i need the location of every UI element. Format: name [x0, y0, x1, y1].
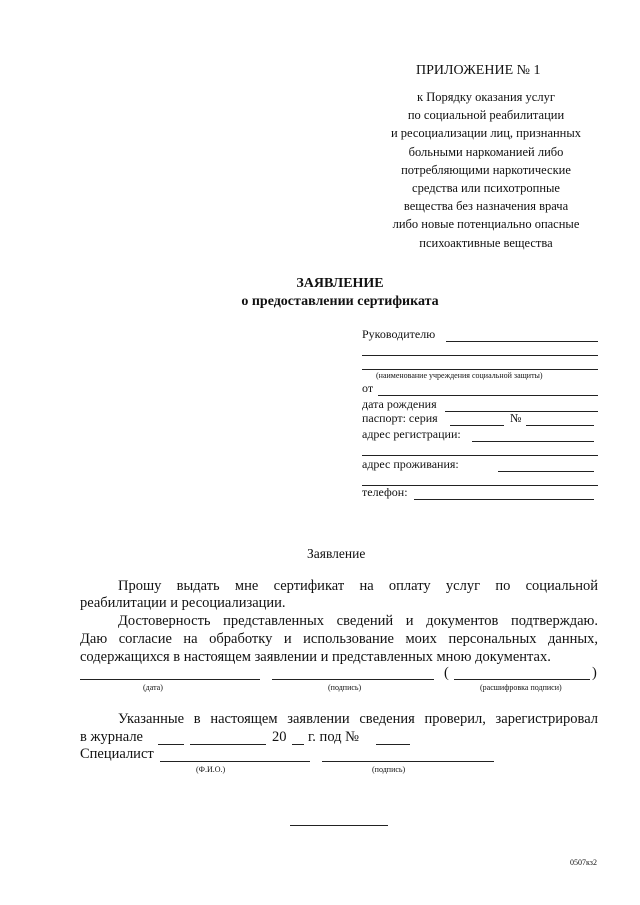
statement-p2-line1: Достоверность представленных сведений и документов подтверждаю. — [118, 613, 598, 629]
year-prefix: 20 — [272, 729, 287, 745]
statement-p2-line3: содержащихся в настоящем заявлении и представленных мною документах. — [80, 649, 551, 665]
passport-label: паспорт: серия — [362, 411, 438, 425]
appendix-line: либо новые потенциально опасные — [392, 217, 580, 232]
document-title: ЗАЯВЛЕНИЕ — [296, 276, 384, 291]
from-label: от — [362, 381, 374, 395]
specialist-signature-field[interactable] — [322, 761, 494, 762]
specialist-sign-caption: (подпись) — [372, 765, 406, 774]
journal-month-field[interactable] — [190, 744, 266, 745]
date-field[interactable] — [80, 679, 260, 680]
journal-label: в журнале — [80, 729, 143, 745]
specialist-fio-field[interactable] — [160, 761, 310, 762]
journal-number-field[interactable] — [376, 744, 410, 745]
birth-field[interactable] — [445, 411, 598, 412]
live-address-field[interactable] — [498, 471, 594, 472]
specialist-label: Специалист — [80, 746, 154, 762]
appendix-line: и ресоциализации лиц, признанных — [390, 126, 582, 141]
passport-number-sign: № — [510, 411, 522, 425]
verification-line1: Указанные в настоящем заявлении сведения проверил, зарегистрировал — [118, 711, 598, 727]
fio-caption: (Ф.И.О.) — [196, 765, 226, 774]
decode-caption: (расшифровка подписи) — [480, 683, 562, 692]
signature-decode-field[interactable] — [454, 679, 590, 680]
reg-address-field[interactable] — [472, 441, 594, 442]
institution-field[interactable] — [446, 341, 598, 342]
signature-caption: (подпись) — [328, 683, 362, 692]
phone-field[interactable] — [414, 499, 594, 500]
from-field[interactable] — [378, 395, 598, 396]
statement-heading: Заявление — [307, 546, 366, 561]
appendix-line: к Порядку оказания услуг — [417, 90, 555, 104]
birth-label: дата рождения — [362, 397, 437, 411]
to-label: Руководителю — [362, 327, 436, 341]
live-address-label: адрес проживания: — [362, 457, 459, 471]
reg-address-label: адрес регистрации: — [362, 427, 461, 441]
reg-address-field-line2[interactable] — [362, 455, 598, 456]
appendix-text — [360, 88, 612, 252]
open-paren: ( — [444, 665, 449, 681]
document-subtitle: о предоставлении сертификата — [241, 294, 439, 309]
appendix-line: по социальной реабилитации — [407, 108, 565, 123]
bottom-separator — [290, 825, 388, 826]
statement-p1-line2: реабилитации и ресоциализации. — [80, 595, 286, 611]
year-suffix: г. под № — [308, 729, 359, 745]
appendix-line: потребляющими наркотические — [401, 162, 571, 177]
appendix-line: вещества без назначения врача — [403, 199, 569, 214]
appendix-line: средства или психотропные — [412, 181, 560, 196]
journal-year-field[interactable] — [292, 744, 304, 745]
journal-day-field[interactable] — [158, 744, 184, 745]
institution-caption: (наименование учреждения социальной защиты) — [376, 371, 543, 380]
date-caption: (дата) — [143, 683, 163, 692]
phone-label: телефон: — [362, 485, 408, 499]
appendix-line: больными наркоманией либо — [408, 144, 564, 159]
appendix-heading: ПРИЛОЖЕНИЕ № 1 — [416, 63, 541, 78]
passport-number-field[interactable] — [526, 425, 594, 426]
close-paren: ) — [592, 665, 597, 681]
passport-series-field[interactable] — [450, 425, 504, 426]
institution-field-line2[interactable] — [362, 355, 598, 356]
institution-field-line3[interactable] — [362, 369, 598, 370]
appendix-line: психоактивные вещества — [419, 235, 553, 250]
statement-p1-line1: Прошу выдать мне сертификат на оплату услуг по социальной — [118, 578, 598, 594]
footer-code: 0507кз2 — [570, 858, 597, 867]
signature-field[interactable] — [272, 679, 434, 680]
statement-p2-line2: Даю согласие на обработку и использование моих персональных данных, — [80, 631, 598, 647]
